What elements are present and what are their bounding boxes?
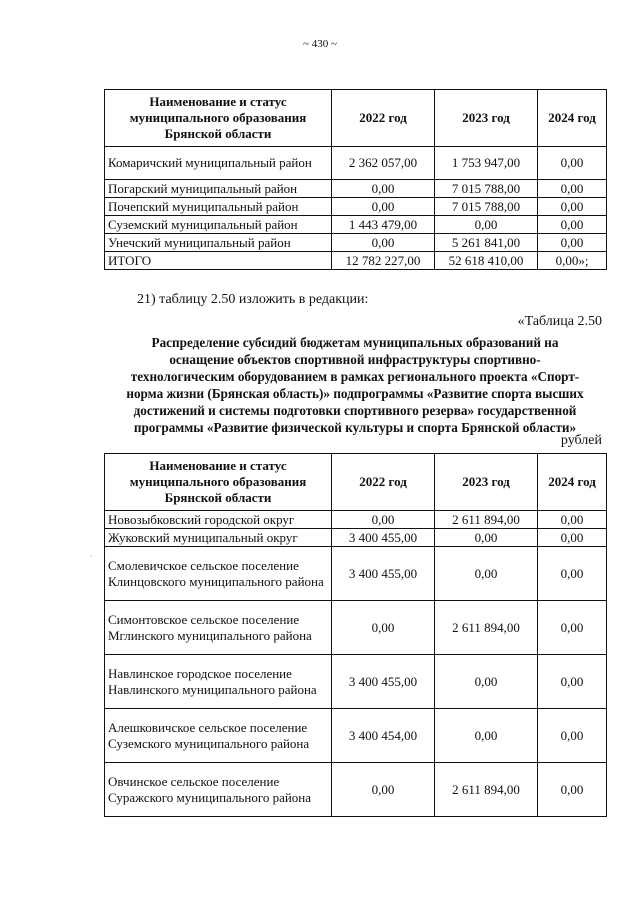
scan-mark: · bbox=[90, 552, 93, 561]
table-row bbox=[105, 601, 607, 655]
table-label: «Таблица 2.50 bbox=[517, 314, 602, 329]
table-row bbox=[105, 763, 607, 817]
cell-2023: 0,00 bbox=[435, 547, 538, 601]
cell-2024: 0,00 bbox=[538, 180, 607, 198]
cell-2023: 0,00 bbox=[435, 655, 538, 709]
table-row bbox=[105, 147, 607, 180]
subsidy-table-prev bbox=[104, 89, 607, 270]
cell-2022: 0,00 bbox=[332, 180, 435, 198]
cell-2024: 0,00 bbox=[538, 709, 607, 763]
cell-2023: 2 611 894,00 bbox=[435, 601, 538, 655]
table-header-row bbox=[105, 90, 607, 147]
cell-2022: 0,00 bbox=[332, 511, 435, 529]
units-label: рублей bbox=[560, 433, 602, 448]
cell-2024: 0,00 bbox=[538, 511, 607, 529]
cell-name: Суземский муниципальный район bbox=[105, 216, 332, 234]
subsidy-table-2-50 bbox=[104, 453, 607, 817]
cell-2024: 0,00 bbox=[538, 601, 607, 655]
table-header-row bbox=[105, 454, 607, 511]
cell-2023: 0,00 bbox=[435, 529, 538, 547]
cell-2024: 0,00 bbox=[538, 216, 607, 234]
cell-2022: 12 782 227,00 bbox=[332, 252, 435, 270]
cell-name: ИТОГО bbox=[105, 252, 332, 270]
cell-2022: 2 362 057,00 bbox=[332, 147, 435, 180]
cell-name: Алешковичское сельское поселение Суземского муниципального района bbox=[105, 709, 332, 763]
header-2022: 2022 год bbox=[332, 90, 435, 147]
cell-2022: 3 400 455,00 bbox=[332, 547, 435, 601]
cell-name: Овчинское сельское поселение Суражского муниципального района bbox=[105, 763, 332, 817]
cell-name: Смолевичское сельское поселение Клинцовского муниципального района bbox=[105, 547, 332, 601]
cell-2024: 0,00 bbox=[538, 198, 607, 216]
table-row bbox=[105, 655, 607, 709]
cell-2022: 3 400 454,00 bbox=[332, 709, 435, 763]
table-row bbox=[105, 529, 607, 547]
header-2024: 2024 год bbox=[538, 90, 607, 147]
table-row bbox=[105, 216, 607, 234]
table-row bbox=[105, 234, 607, 252]
cell-name: Почепский муниципальный район bbox=[105, 198, 332, 216]
cell-2022: 1 443 479,00 bbox=[332, 216, 435, 234]
cell-2024: 0,00 bbox=[538, 655, 607, 709]
cell-2023: 0,00 bbox=[435, 216, 538, 234]
header-name: Наименование и статус муниципального образования Брянской области bbox=[105, 90, 332, 147]
table-row bbox=[105, 511, 607, 529]
cell-2024: 0,00»; bbox=[538, 252, 607, 270]
cell-name: Комаричский муниципальный район bbox=[105, 147, 332, 180]
cell-2023: 5 261 841,00 bbox=[435, 234, 538, 252]
cell-name: Унечский муниципальный район bbox=[105, 234, 332, 252]
cell-2022: 0,00 bbox=[332, 198, 435, 216]
cell-2023: 1 753 947,00 bbox=[435, 147, 538, 180]
table-heading: Распределение субсидий бюджетам муниципальных образований на оснащение объектов спортивной инфраструктуры спортивно- технологическим оборудованием в рамках регионального проекта «Спорт- норма жизни (Брянская область)» подпрограммы «Развитие спорта высших достижений и системы подготовки спортивного резерва» государственной программы «Развитие физической культуры и спорта Брянской области» bbox=[126, 335, 584, 435]
table-row bbox=[105, 180, 607, 198]
cell-2024: 0,00 bbox=[538, 234, 607, 252]
header-name: Наименование и статус муниципального образования Брянской области bbox=[105, 454, 332, 511]
header-2022: 2022 год bbox=[332, 454, 435, 511]
table-row bbox=[105, 198, 607, 216]
header-2024: 2024 год bbox=[538, 454, 607, 511]
cell-2022: 3 400 455,00 bbox=[332, 529, 435, 547]
cell-2023: 2 611 894,00 bbox=[435, 511, 538, 529]
cell-2023: 7 015 788,00 bbox=[435, 198, 538, 216]
cell-name: Новозыбковский городской округ bbox=[105, 511, 332, 529]
cell-2024: 0,00 bbox=[538, 147, 607, 180]
cell-2023: 7 015 788,00 bbox=[435, 180, 538, 198]
cell-name: Жуковский муниципальный округ bbox=[105, 529, 332, 547]
page-number: ~ 430 ~ bbox=[303, 38, 337, 50]
header-2023: 2023 год bbox=[435, 454, 538, 511]
cell-2024: 0,00 bbox=[538, 547, 607, 601]
amendment-paragraph: 21) таблицу 2.50 изложить в редакции: bbox=[137, 292, 369, 307]
table-row bbox=[105, 709, 607, 763]
table-row-total bbox=[105, 252, 607, 270]
cell-2022: 0,00 bbox=[332, 763, 435, 817]
cell-name: Симонтовское сельское поселение Мглинского муниципального района bbox=[105, 601, 332, 655]
cell-2024: 0,00 bbox=[538, 529, 607, 547]
cell-name: Навлинское городское поселение Навлинского муниципального района bbox=[105, 655, 332, 709]
cell-2024: 0,00 bbox=[538, 763, 607, 817]
cell-2022: 0,00 bbox=[332, 234, 435, 252]
cell-2022: 3 400 455,00 bbox=[332, 655, 435, 709]
cell-name: Погарский муниципальный район bbox=[105, 180, 332, 198]
header-2023: 2023 год bbox=[435, 90, 538, 147]
cell-2023: 0,00 bbox=[435, 709, 538, 763]
table-row bbox=[105, 547, 607, 601]
cell-2023: 2 611 894,00 bbox=[435, 763, 538, 817]
cell-2022: 0,00 bbox=[332, 601, 435, 655]
cell-2023: 52 618 410,00 bbox=[435, 252, 538, 270]
